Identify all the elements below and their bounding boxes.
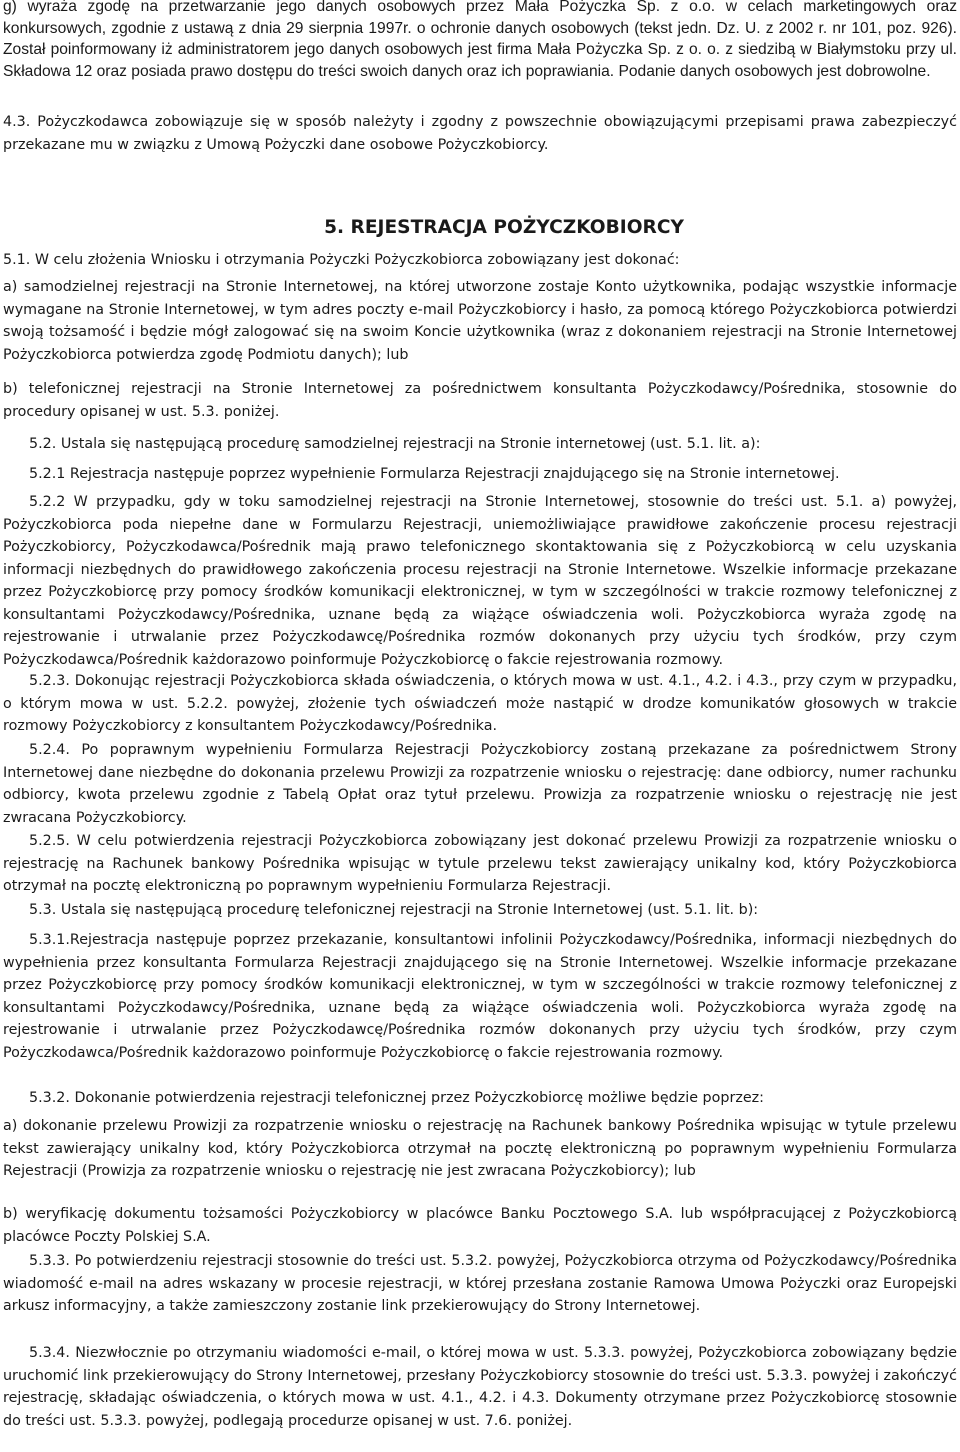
paragraph-5-2: 5.2. Ustala się następującą procedurę samodzielnej rejestracji na Stronie internetowej (ust. 5.1. lit. a):	[29, 436, 761, 452]
paragraph-5-2-2: 5.2.2 W przypadku, gdy w toku samodzielnej rejestracji na Stronie Internetowej, stosownie do treści ust. 5.1. a) powyżej, Pożyczkobiorca poda niepełne dane w Formularzu Rejestracji, uniemożliwiające prawidłowe zakończenie procesu rejestracji Pożyczkobiorcy, Pożyczkodawca/Pośrednik mają prawo telefonicznego skontaktowania się z Pożyczkobiorcą w celu uzyskania informacji niezbędnych do prawidłowego zakończenia procesu rejestracji na Stronie Internetowe. Wszelkie informacje przekazane przez Pożyczkobiorcę przy pomocy środków komunikacji elektronicznej, w tym w szczególności w trakcie rozmowy telefonicznej z konsultantami Pożyczkodawcy/Pośrednika, uznane będą za wiążące oświadczenia woli. Pożyczkobiorca wyraża zgodę na rejestrowanie i utrwalanie przez Pożyczkodawcę/Pośrednika rozmów dokonanych przy użyciu tych środków, przy czym Pożyczkodawca/Pośrednik każdorazowo poinformuje Pożyczkobiorcę o fakcie rejestrowania rozmowy.	[3, 494, 957, 668]
paragraph-5-2-4: 5.2.4. Po poprawnym wypełnieniu Formularza Rejestracji Pożyczkobiorcy zostaną przekazane za pośrednictwem Strony Internetowej dane niezbędne do dokonania przelewu Prowizji za rozpatrzenie wniosku o rejestrację: dane odbiorcy, numer rachunku odbiorcy, kwota przelewu zgodnie z Tabelą Opłat oraz tytuł przelewu. Prowizja za rozpatrzenie wniosku o rejestrację nie jest zwracana Pożyczkobiorcy.	[3, 742, 957, 826]
paragraph-5-3-1: 5.3.1.Rejestracja następuje poprzez przekazanie, konsultantowi infolinii Pożyczkodawcy/Pośrednika, informacji niezbędnych do wypełnienia przez konsultanta Formularza Rejestracji znajdującego się na Stronie Internetowej. Wszelkie informacje przekazane przez Pożyczkobiorcę przy pomocy środków komunikacji elektronicznej, w tym w szczególności w trakcie rozmowy telefonicznej z konsultantami Pożyczkodawcy/Pośrednika, uznane będą za wiążące oświadczenia woli. Pożyczkobiorca wyraża zgodę na rejestrowanie i utrwalanie przez Pożyczkodawcę/Pośrednika rozmów dokonanych przy użyciu tych środków, przy czym Pożyczkodawca/Pośrednik każdorazowo poinformuje Pożyczkobiorcę o fakcie rejestrowania rozmowy.	[3, 932, 957, 1061]
paragraph-5-3-2-a: a) dokonanie przelewu Prowizji za rozpatrzenie wniosku o rejestrację na Rachunek bankowy Pośrednika wpisując w tytule przelewu tekst zawierający unikalny kod, który Pożyczkobiorca otrzymał na pocztę elektroniczną po poprawnym wypełnieniu Formularza Rejestracji (Prowizja za rozpatrzenie wniosku o rejestrację nie jest zwracana Pożyczkobiorcy); lub	[3, 1118, 957, 1179]
paragraph-5-1: 5.1. W celu złożenia Wniosku i otrzymania Pożyczki Pożyczkobiorca zobowiązany jest dokonać:	[3, 252, 680, 268]
paragraph-4-3: 4.3. Pożyczkodawca zobowiązuje się w sposób należyty i zgodny z powszechnie obowiązującymi przepisami prawa zabezpieczyć przekazane mu w związku z Umową Pożyczki dane osobowe Pożyczkobiorcy.	[3, 114, 957, 153]
paragraph-5-3-4: 5.3.4. Niezwłocznie po otrzymaniu wiadomości e-mail, o której mowa w ust. 5.3.3. powyżej, Pożyczkobiorca zobowiązany będzie uruchomić link przekierowujący do Strony Internetowej, przesłany Pożyczkobiorcy stosownie do treści ust. 5.3.3. powyżej i zakończyć rejestrację, składając oświadczenia, o których mowa w ust. 4.1., 4.2. i 4.3. Dokumenty otrzymane przez Pożyczkobiorcę stosownie do treści ust. 5.3.3. powyżej, podlegają procedurze opisanej w ust. 7.6. poniżej.	[3, 1345, 957, 1429]
paragraph-5-2-1: 5.2.1 Rejestracja następuje poprzez wypełnienie Formularza Rejestracji znajdującego się na Stronie internetowej.	[29, 466, 840, 482]
paragraph-5-1-b: b) telefonicznej rejestracji na Stronie Internetowej za pośrednictwem konsultanta Pożyczkodawcy/Pośrednika, stosownie do procedury opisanej w ust. 5.3. poniżej.	[3, 381, 957, 420]
paragraph-5-1-a: a) samodzielnej rejestracji na Stronie Internetowej, na której utworzone zostaje Konto użytkownika, podając wszystkie informacje wymagane na Stronie Internetowej, w tym adres poczty e-mail Pożyczkobiorcy i hasło, za pomocą którego Pożyczkobiorca potwierdzi swoją tożsamość i będzie mógł zalogować się na swoim Koncie użytkownika (wraz z dokonaniem rejestracji na Stronie Internetowej Pożyczkobiorca potwierdza zgodę Podmiotu danych); lub	[3, 279, 957, 363]
paragraph-5-3-2: 5.3.2. Dokonanie potwierdzenia rejestracji telefonicznej przez Pożyczkobiorcę możliwe będzie poprzez:	[29, 1090, 764, 1106]
section-heading-5: 5. REJESTRACJA POŻYCZKOBIORCY	[324, 217, 684, 238]
paragraph-5-2-3: 5.2.3. Dokonując rejestracji Pożyczkobiorca składa oświadczenia, o których mowa w ust. 4.1., 4.2. i 4.3., przy czym w przypadku, o którym mowa w ust. 5.2.2. powyżej, złożenie tych oświadczeń może nastąpić w drodze komunikatów głosowych w trakcie rozmowy Pożyczkobiorcy z konsultantem Pożyczkodawcy/Pośrednika.	[3, 673, 957, 734]
paragraph-5-3: 5.3. Ustala się następującą procedurę telefonicznej rejestracji na Stronie Internetowej (ust. 5.1. lit. b):	[29, 902, 759, 918]
paragraph-5-3-2-b: b) weryfikację dokumentu tożsamości Pożyczkobiorcy w placówce Banku Pocztowego S.A. lub współpracującej z Pożyczkobiorcą placówce Poczty Polskiej S.A.	[3, 1206, 957, 1245]
paragraph-5-2-5: 5.2.5. W celu potwierdzenia rejestracji Pożyczkobiorca zobowiązany jest dokonać przelewu Prowizji za rozpatrzenie wniosku o rejestrację na Rachunek bankowy Pośrednika wpisując w tytule przelewu tekst zawierający unikalny kod, który Pożyczkobiorca otrzymał na pocztę elektroniczną po poprawnym wypełnieniu Formularza Rejestracji.	[3, 833, 957, 894]
paragraph-4-2-g: g) wyraża zgodę na przetwarzanie jego danych osobowych przez Mała Pożyczka Sp. z o.o. w celach marketingowych oraz konkursowych, zgodnie z ustawą z dnia 29 sierpnia 1997r. o ochronie danych osobowych (tekst jedn. Dz. U. z 2002 r. nr 101, poz. 926). Został poinformowany iż administratorem jego danych osobowych jest firma Mała Pożyczka Sp. z o. o. z siedzibą w Białymstoku przy ul. Składowa 12 oraz posiada prawo dostępu do treści swoich danych oraz ich poprawiania. Podanie danych osobowych jest dobrowolne.	[3, 0, 957, 81]
paragraph-5-3-3: 5.3.3. Po potwierdzeniu rejestracji stosownie do treści ust. 5.3.2. powyżej, Pożyczkobiorca otrzyma od Pożyczkodawcy/Pośrednika wiadomość e-mail na adres wskazany w procesie rejestracji, w której przesłana zostanie Ramowa Umowa Pożyczki oraz Europejski arkusz informacyjny, a także zamieszczony zostanie link przekierowujący do Strony Internetowej.	[3, 1253, 957, 1314]
